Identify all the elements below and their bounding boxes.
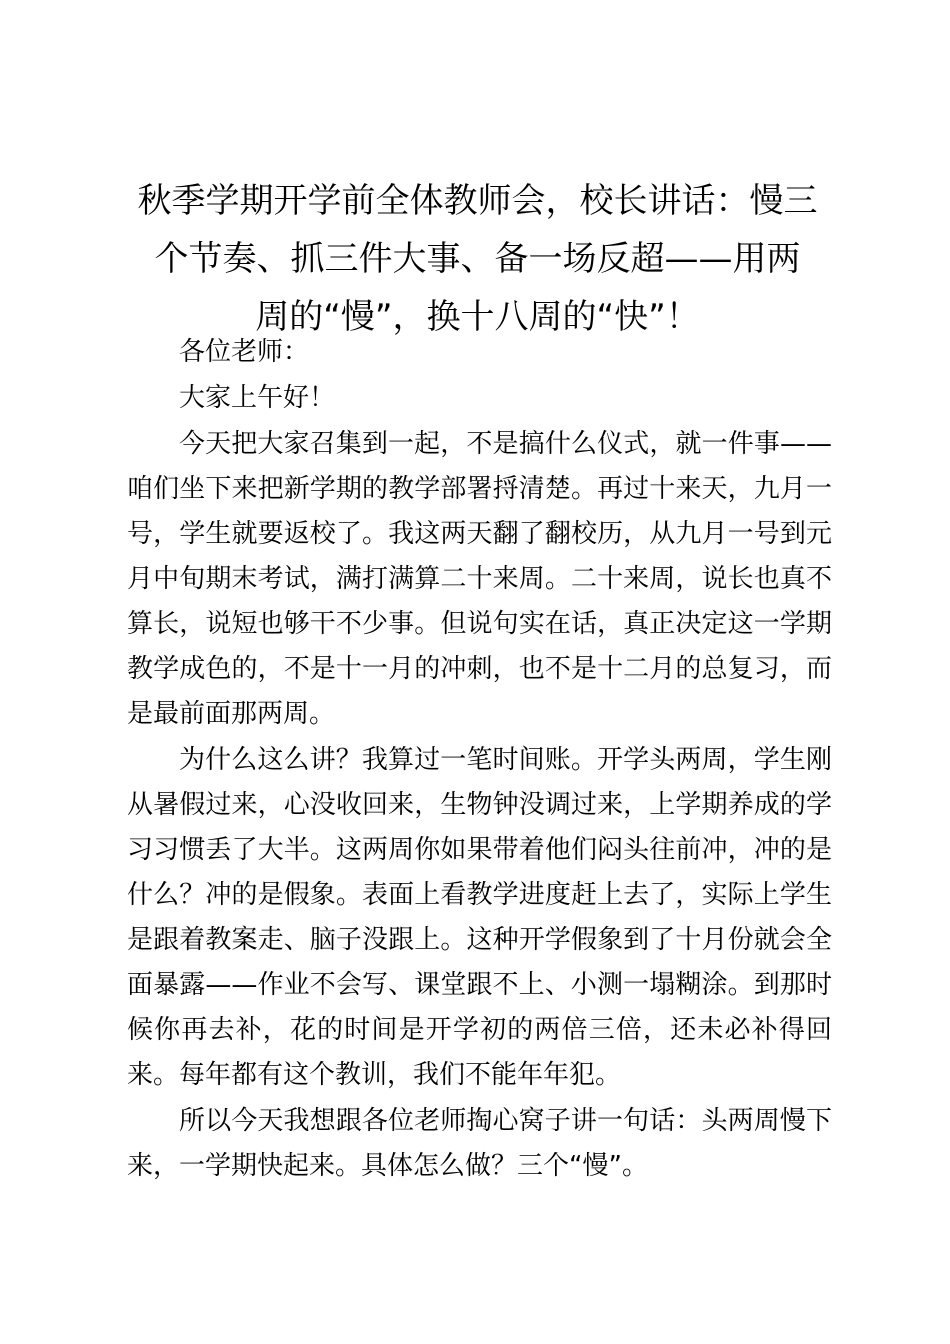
body-paragraph-1: 今天把大家召集到一起，不是搞什么仪式，就一件事——咱们坐下来把新学期的教学部署捋清楚。再过十来天，九月一号，学生就要返校了。我这两天翻了翻校历，从九月一号到元月中旬期末考试，满打满算二十来周。二十来周，说长也真不算长，说短也够干不少事。但说句实在话，真正决定这一学期教学成色的，不是十一月的冲刺，也不是十二月的总复习，而是最前面那两周。 <box>127 429 832 729</box>
body-paragraph-2: 为什么这么讲？我算过一笔时间账。开学头两周，学生刚从暑假过来，心没收回来，生物钟没调过来，上学期养成的学习习惯丢了大半。这两周你如果带着他们闷头往前冲，冲的是什么？冲的是假象。表面上看教学进度赶上去了，实际上学生是跟着教案走、脑子没跟上。这种开学假象到了十月份就会全面暴露——作业不会写、课堂跟不上、小测一塌糊涂。到那时候你再去补，花的时间是开学初的两倍三倍，还未必补得回来。每年都有这个教训，我们不能年年犯。 <box>127 745 832 1090</box>
title-line-2: 个节奏、抓三件大事、备一场反超——用两 <box>154 239 801 279</box>
document-body <box>127 330 832 1189</box>
body-paragraph-3: 所以今天我想跟各位老师掏心窝子讲一句话：头两周慢下来，一学期快起来。具体怎么做？三个“慢”。 <box>127 1106 832 1181</box>
greeting: 大家上午好！ <box>179 383 336 413</box>
salutation: 各位老师： <box>179 337 310 367</box>
title-line-1: 秋季学期开学前全体教师会，校长讲话：慢三 <box>137 181 818 221</box>
document-title <box>110 172 845 346</box>
title-line-3: 周的“慢”，换十八周的“快”！ <box>255 297 700 337</box>
